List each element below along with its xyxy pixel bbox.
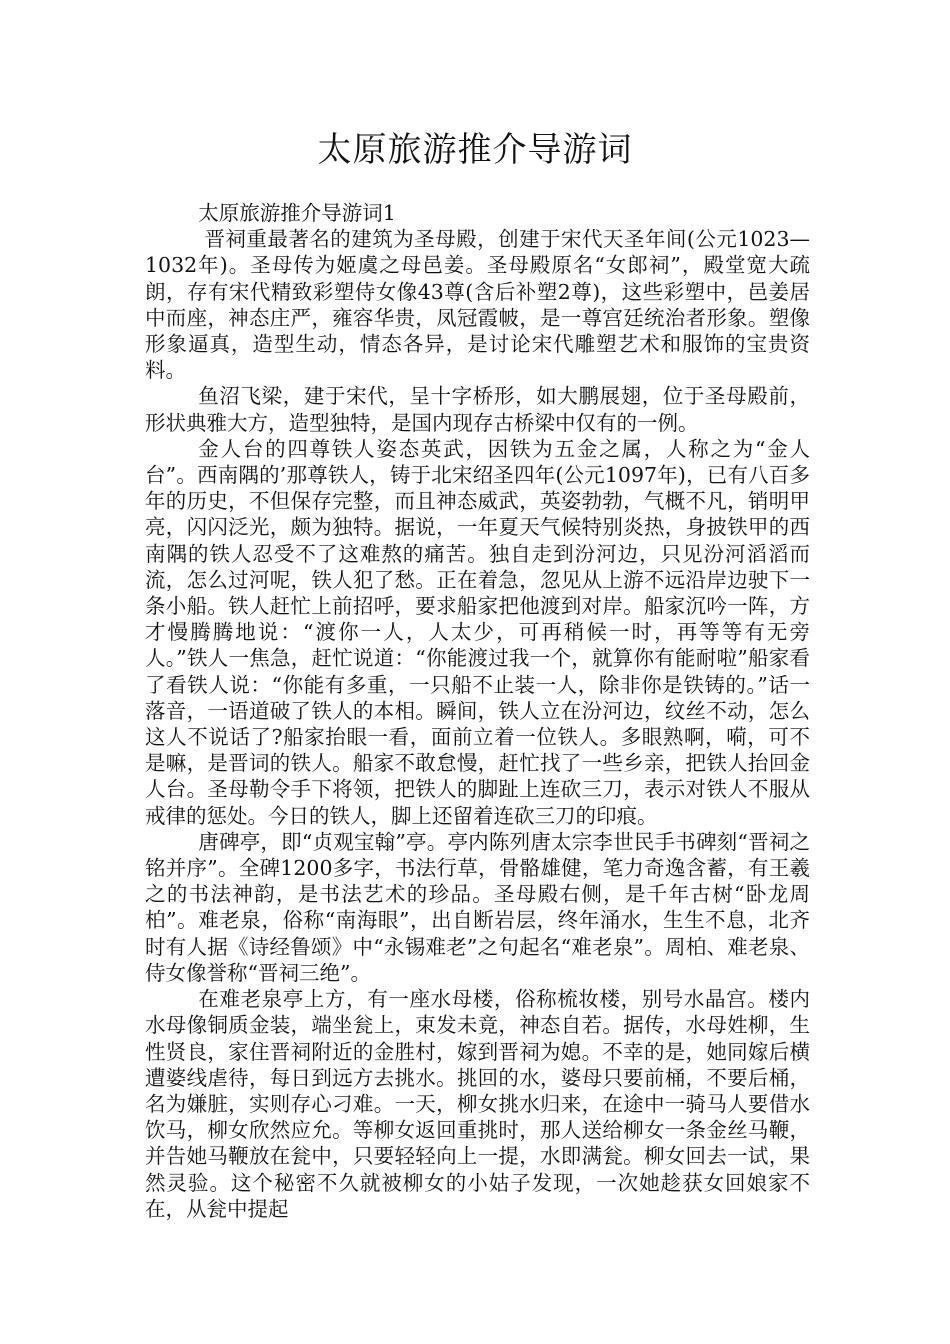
paragraph-shengmu-hall: 晋祠重最著名的建筑为圣母殿，创建于宋代天圣年间(公元1023—1032年)。圣母传为姬虞之母邑姜。圣母殿原名“女郎祠”，殿堂宽大疏朗，存有宋代精致彩塑侍女像43尊(含后补塑2尊)，这些彩塑中，邑姜居中而座，神态庄严，雍容华贵，凤冠霞帔，是一尊宫廷统治者形象。塑像形象逼真，造型生动，情态各异，是讨论宋代雕塑艺术和服饰的宝贵资料。 [145, 227, 810, 383]
paragraph-iron-men-terrace: 金人台的四尊铁人姿态英武，因铁为五金之属，人称之为“金人台”。西南隅的’那尊铁人，铸于北宋绍圣四年(公元1097年)，已有八百多年的历史，不但保存完整，而且神态威武，英姿勃勃，气概不凡，销明甲亮，闪闪泛光，颇为独特。据说，一年夏天气候特别炎热，身披铁甲的西南隅的铁人忍受不了这难熬的痛苦。独自走到汾河边，只见汾河滔滔而流，怎么过河呢，铁人犯了愁。正在着急，忽见从上游不远沿岸边驶下一条小船。铁人赶忙上前招呼，要求船家把他渡到对岸。船家沉吟一阵，方才慢腾腾地说：“渡你一人，人太少，可再稍候一时，再等等有无旁人。”铁人一焦急，赶忙说道：“你能渡过我一个，就算你有能耐啦”船家看了看铁人说：“你能有多重，一只船不止装一人，除非你是铁铸的。”话一落音，一语道破了铁人的本相。瞬间，铁人立在汾河边，纹丝不动，怎么这人不说话了?船家抬眼一看，面前立着一位铁人。多眼熟啊，嗬，可不是嘛，是晋词的铁人。船家不敢怠慢，赶忙找了一些乡亲，把铁人抬回金人台。圣母勒令手下将领，把铁人的脚趾上连砍三刀，表示对铁人不服从戒律的惩处。今日的铁人，脚上还留着连砍三刀的印痕。 [145, 436, 810, 828]
document-body [145, 200, 810, 1222]
paragraph-tang-stele-pavilion: 唐碑亭，即“贞观宝翰”亭。亭内陈列唐太宗李世民手书碑刻“晋祠之铭并序”。全碑1200多字，书法行草，骨骼雄健，笔力奇逸含蓄，有王羲之的书法神韵，是书法艺术的珍品。圣母殿右侧，是千年古树“卧龙周柏”。难老泉，俗称“南海眼”，出自断岩层，终年涌水，生生不息，北齐时有人据《诗经鲁颂》中“永锡难老”之句起名“难老泉”。周柏、难老泉、侍女像誉称“晋祠三绝”。 [145, 829, 810, 985]
document-title: 太原旅游推介导游词 [317, 130, 633, 170]
paragraph-fish-pond-bridge: 鱼沼飞梁，建于宋代，呈十字桥形，如大鹏展翅，位于圣母殿前，形状典雅大方，造型独特，是国内现存古桥梁中仅有的一例。 [145, 384, 810, 435]
section-heading: 太原旅游推介导游词1 [198, 201, 396, 225]
paragraph-water-mother-tower: 在难老泉亭上方，有一座水母楼，俗称梳妆楼，别号水晶宫。楼内水母像铜质金装，端坐瓮上，束发未竟，神态自若。据传，水母姓柳，生性贤良，家住晋祠附近的金胜村，嫁到晋祠为媳。不幸的是，她同嫁后横遭婆线虐待，每日到远方去挑水。挑回的水，婆母只要前桶，不要后桶，名为嫌脏，实则存心刁难。一天，柳女挑水归来，在途中一骑马人要借水饮马，柳女欣然应允。等柳女返回重挑时，那人送给柳女一条金丝马鞭，并告她马鞭放在瓮中，只要轻轻向上一提，水即满瓮。柳女回去一试，果然灵验。这个秘密不久就被柳女的小姑子发现，一次她趁获女回娘家不在，从瓮中提起 [145, 987, 810, 1221]
